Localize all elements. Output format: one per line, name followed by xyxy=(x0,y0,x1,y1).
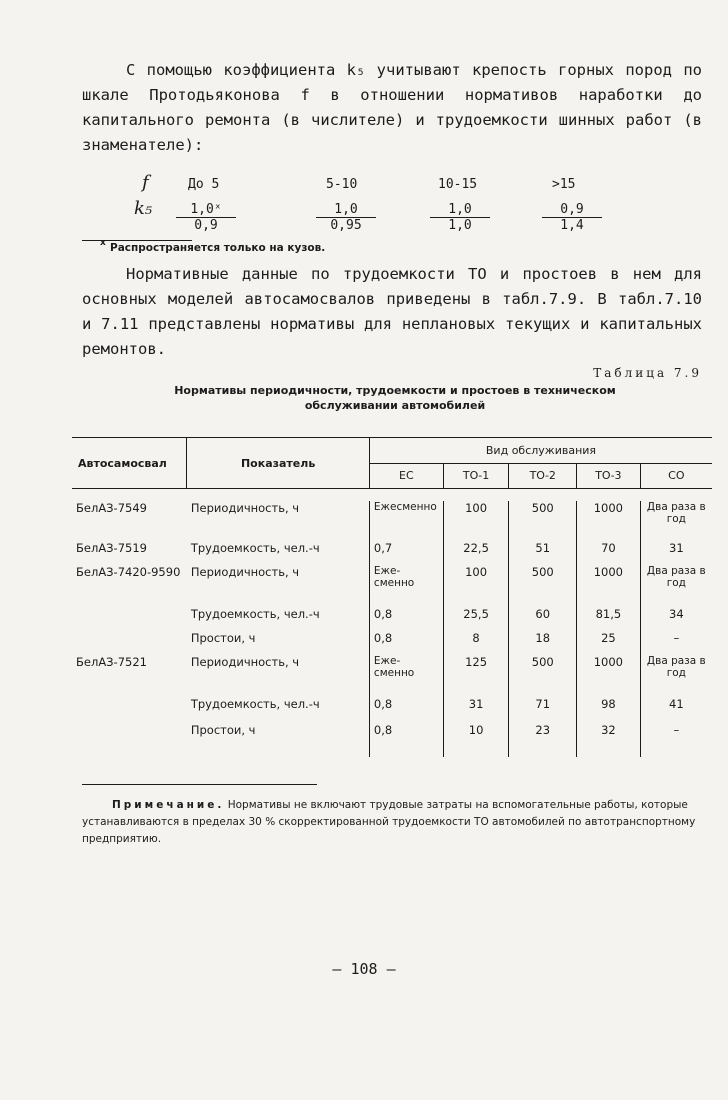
coef-head-4: >15 xyxy=(552,177,576,192)
table-label: Таблица 7.9 xyxy=(593,366,702,380)
cell-es: Ежесменно xyxy=(369,501,443,541)
header-vehicle: Автосамосвал xyxy=(72,438,187,489)
note-separator xyxy=(82,784,317,785)
cell-to3: 1000 xyxy=(577,501,641,541)
table-row xyxy=(72,723,712,757)
cell-indicator: Трудоемкость, чел.-ч xyxy=(190,697,320,711)
cell-to1: 22,5 xyxy=(443,541,509,565)
cell-indicator: Простои, ч xyxy=(190,631,256,645)
cell-so: 41 xyxy=(640,697,712,723)
cell-es: 0,8 xyxy=(369,723,443,757)
cell-to3: 32 xyxy=(577,723,641,757)
header-es: ЕС xyxy=(369,463,443,489)
cell-to1: 100 xyxy=(443,501,509,541)
cell-indicator: Трудоемкость, чел.-ч xyxy=(190,607,320,621)
cell-vehicle xyxy=(72,697,187,723)
header-service-group: Вид обслуживания xyxy=(369,438,712,464)
cell-vehicle xyxy=(72,607,187,631)
cell-es: Еже-сменно xyxy=(369,655,443,697)
cell-vehicle: БелАЗ-7420-9590 xyxy=(76,565,181,579)
coef-num-3: 1,0 xyxy=(430,202,490,218)
coef-den-1: 0,9 xyxy=(194,218,218,233)
cell-so: 34 xyxy=(640,607,712,631)
cell-to2: 500 xyxy=(509,501,577,541)
coef-den-4: 1,4 xyxy=(560,218,584,233)
coef-den-2: 0,95 xyxy=(330,218,362,233)
cell-so: Два раза в год xyxy=(640,655,712,697)
cell-to2: 60 xyxy=(509,607,577,631)
cell-so: Два раза в год xyxy=(640,565,712,607)
coef-head-2: 5-10 xyxy=(326,177,358,192)
coef-head-3: 10-15 xyxy=(438,177,478,192)
cell-vehicle: БелАЗ-7519 xyxy=(76,541,147,555)
coef-num-4: 0,9 xyxy=(542,202,602,218)
coef-fraction-1 xyxy=(176,202,236,233)
cell-indicator: Трудоемкость, чел.-ч xyxy=(190,541,320,555)
header-indicator: Показатель xyxy=(187,438,370,489)
coef-num-1: 1,0ˣ xyxy=(176,202,236,218)
footnote-mark: x xyxy=(100,238,106,248)
header-to2: ТО-2 xyxy=(509,463,577,489)
header-so: СО xyxy=(640,463,712,489)
page-number: – 108 – xyxy=(332,960,396,978)
table-row xyxy=(72,541,712,565)
norms-table xyxy=(72,437,712,757)
cell-vehicle xyxy=(72,723,187,757)
table-row xyxy=(72,655,712,697)
cell-indicator: Периодичность, ч xyxy=(190,655,300,669)
cell-to2: 500 xyxy=(509,655,577,697)
table-row xyxy=(72,607,712,631)
cell-to3: 25 xyxy=(577,631,641,655)
cell-es: 0,8 xyxy=(369,631,443,655)
table-note xyxy=(82,797,712,848)
cell-to1: 100 xyxy=(443,565,509,607)
cell-to3: 1000 xyxy=(577,565,641,607)
cell-indicator: Периодичность, ч xyxy=(190,501,300,515)
header-to1: ТО-1 xyxy=(443,463,509,489)
cell-to1: 31 xyxy=(443,697,509,723)
table-row xyxy=(72,565,712,607)
cell-vehicle: БелАЗ-7549 xyxy=(76,501,147,515)
coef-den-3: 1,0 xyxy=(448,218,472,233)
cell-so: 31 xyxy=(640,541,712,565)
cell-to3: 1000 xyxy=(577,655,641,697)
coef-fraction-4 xyxy=(542,202,602,233)
cell-to2: 71 xyxy=(509,697,577,723)
cell-es: Еже-сменно xyxy=(369,565,443,607)
table-title: Нормативы периодичности, трудоемкости и простоев в техническом обслуживании автомобилей xyxy=(174,384,616,412)
note-text: Нормативы не включают трудовые затраты на вспомогательные работы, которые устанавливаются в пределах 30 % скорректированной трудоемкости ТО автомобилей по автотранспортному предприятию. xyxy=(82,799,696,845)
header-to3: ТО-3 xyxy=(577,463,641,489)
coef-fraction-2 xyxy=(316,202,376,233)
coef-head-1: До 5 xyxy=(188,177,220,192)
second-paragraph: Нормативные данные по трудоемкости ТО и простоев в нем для основных моделей автосамосвалов приведены в табл.7.9. В табл.7.10 и 7.11 представлены нормативы для неплановых текущих и капитальных ремонтов. xyxy=(82,265,702,358)
note-label: Примечание. xyxy=(112,799,225,811)
cell-to2: 23 xyxy=(509,723,577,757)
cell-to1: 10 xyxy=(443,723,509,757)
cell-to3: 81,5 xyxy=(577,607,641,631)
intro-paragraph: С помощью коэффициента k₅ учитывают крепость горных пород по шкале Протодьяконова f в отношении нормативов наработки до капитального ремонта (в числителе) и трудоемкости шинных работ (в знаменателе): xyxy=(82,61,702,154)
coef-fraction-3 xyxy=(430,202,490,233)
cell-es: 0,8 xyxy=(369,607,443,631)
table-row xyxy=(72,631,712,655)
cell-to3: 98 xyxy=(577,697,641,723)
footnote: Распространяется только на кузов. xyxy=(110,242,326,254)
coef-num-2: 1,0 xyxy=(316,202,376,218)
cell-so: – xyxy=(640,631,712,655)
cell-to3: 70 xyxy=(577,541,641,565)
cell-so: – xyxy=(640,723,712,757)
cell-to1: 25,5 xyxy=(443,607,509,631)
table-row xyxy=(72,697,712,723)
cell-so: Два раза в год xyxy=(640,501,712,541)
cell-to1: 8 xyxy=(443,631,509,655)
cell-indicator: Периодичность, ч xyxy=(190,565,300,579)
cell-vehicle xyxy=(72,631,187,655)
cell-indicator: Простои, ч xyxy=(190,723,256,737)
cell-es: 0,8 xyxy=(369,697,443,723)
cell-vehicle: БелАЗ-7521 xyxy=(76,655,147,669)
cell-to1: 125 xyxy=(443,655,509,697)
cell-to2: 500 xyxy=(509,565,577,607)
cell-to2: 51 xyxy=(509,541,577,565)
table-row xyxy=(72,501,712,541)
cell-to2: 18 xyxy=(509,631,577,655)
footnote-separator xyxy=(82,240,192,241)
cell-es: 0,7 xyxy=(369,541,443,565)
